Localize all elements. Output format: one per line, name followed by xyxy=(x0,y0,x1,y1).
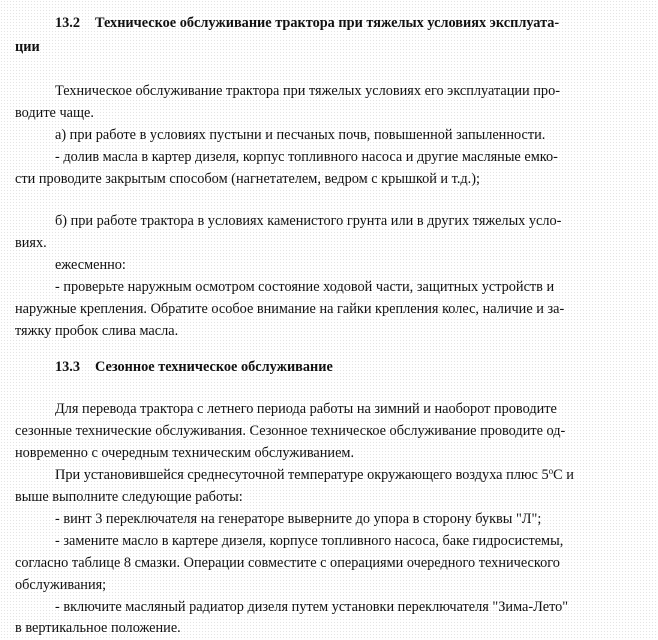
p2-line2: выше выполните следующие работы: xyxy=(15,489,243,505)
p2-line1 xyxy=(55,464,574,486)
section-13-2-title-line1: Техническое обслуживание трактора при тяжелых условиях эксплуата- xyxy=(95,15,560,31)
bullet1: - винт 3 переключателя на генераторе выверните до упора в сторону буквы "Л"; xyxy=(55,511,542,527)
bullet2-line3: обслуживания; xyxy=(15,577,107,593)
bullet2-line1: - замените масло в картере дизеля, корпусе топливного насоса, баке гидросистемы, xyxy=(55,533,564,549)
degree-superscript: о xyxy=(548,466,554,476)
bullet3-line2: в вертикальное положение. xyxy=(15,620,181,636)
item-b-line2: виях. xyxy=(15,235,47,251)
monthly-bullet-line3: тяжку пробок слива масла. xyxy=(15,323,179,339)
p1-line2: сезонные технические обслуживания. Сезонное техническое обслуживание проводите од- xyxy=(15,423,566,439)
section-13-2-title-line2: ции xyxy=(15,39,40,55)
section-13-3-title: Сезонное техническое обслуживание xyxy=(95,359,333,375)
p1-line1: Для перевода трактора с летнего периода работы на зимний и наоборот проводите xyxy=(55,401,557,417)
item-b-line1: б) при работе трактора в условиях каменистого грунта или в других тяжелых усло- xyxy=(55,213,562,229)
p2-line1-text: При установившейся среднесуточной температуре окружающего воздуха плюс 5 xyxy=(55,467,549,483)
intro-line2: водите чаще. xyxy=(15,105,94,121)
bullet3-line1: - включите масляный радиатор дизеля путем установки переключателя "Зима-Лето" xyxy=(55,599,569,615)
section-13-3-heading xyxy=(55,356,333,378)
item-a-bullet-line1: - долив масла в картер дизеля, корпус топливного насоса и другие масляные емко- xyxy=(55,149,558,165)
monthly-label: ежесменно: xyxy=(55,257,126,273)
item-a-bullet-line2: сти проводите закрытым способом (нагнетателем, ведром с крышкой и т.д.); xyxy=(15,171,480,187)
p2-line1-unit: С и xyxy=(553,467,574,483)
item-a: а) при работе в условиях пустыни и песчаных почв, повышенной запыленности. xyxy=(55,127,546,143)
bullet2-line2: согласно таблице 8 смазки. Операции совместите с операциями очередного технического xyxy=(15,555,560,571)
monthly-bullet-line1: - проверьте наружным осмотром состояние ходовой части, защитных устройств и xyxy=(55,279,555,295)
intro-line1: Техническое обслуживание трактора при тяжелых условиях его эксплуатации про- xyxy=(55,83,560,99)
section-13-2-heading xyxy=(55,12,559,34)
monthly-bullet-line2: наружные крепления. Обратите особое внимание на гайки крепления колес, наличие и за- xyxy=(15,301,565,317)
p1-line3: новременно с очередным техническим обслуживанием. xyxy=(15,445,355,461)
section-13-2-number: 13.2 xyxy=(55,15,81,31)
section-13-3-number: 13.3 xyxy=(55,359,81,375)
